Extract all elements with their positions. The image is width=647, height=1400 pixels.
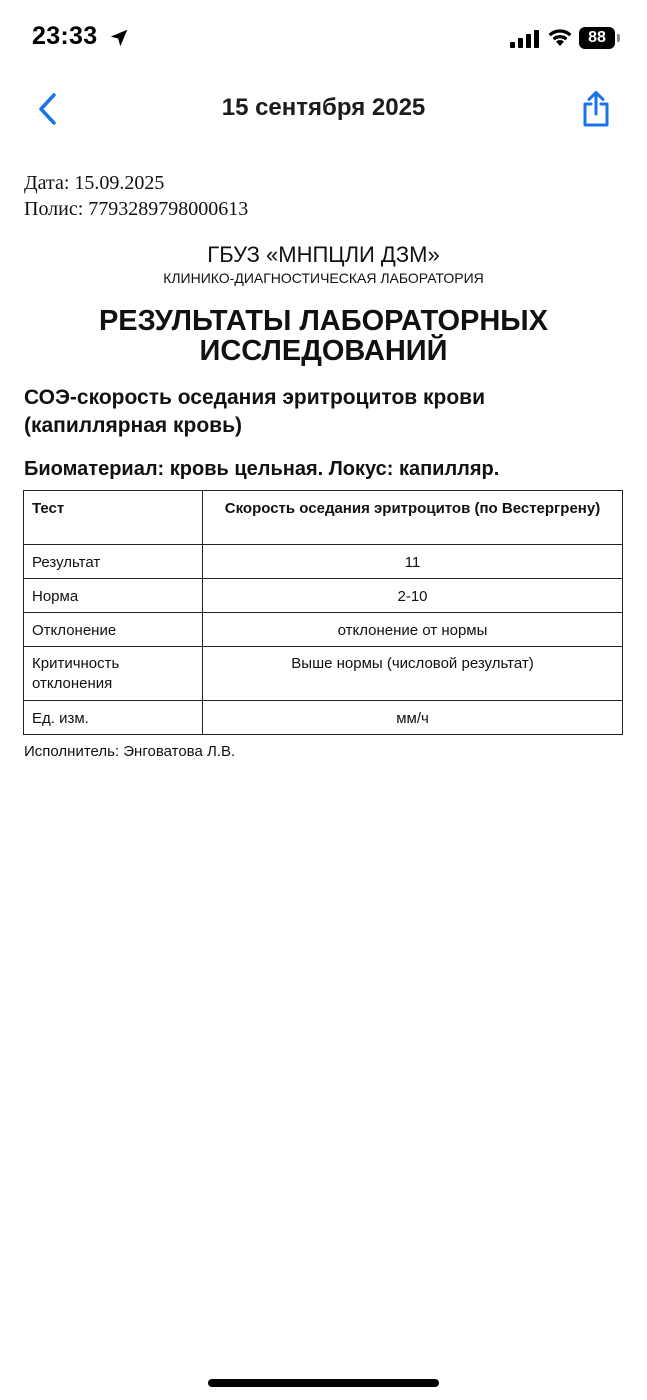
status-bar bbox=[0, 0, 647, 76]
table-row bbox=[24, 701, 623, 735]
document-meta bbox=[24, 170, 248, 222]
document-title-line1: РЕЗУЛЬТАТЫ ЛАБОРАТОРНЫХ bbox=[98, 305, 549, 337]
row-label: Ед. изм. bbox=[24, 701, 203, 735]
organization-name: ГБУЗ «МНПЦЛИ ДЗМ» bbox=[207, 242, 440, 267]
row-label: Норма bbox=[24, 579, 203, 613]
date-line: Дата: 15.09.2025 bbox=[24, 172, 165, 194]
row-value: мм/ч bbox=[203, 701, 623, 735]
row-value: Выше нормы (числовой результат) bbox=[203, 647, 623, 701]
table-row bbox=[24, 613, 623, 647]
cellular-signal-icon bbox=[510, 30, 540, 48]
header-test-label: Тест bbox=[24, 491, 203, 545]
battery-level: 88 bbox=[579, 27, 615, 49]
table-row bbox=[24, 579, 623, 613]
battery-cap bbox=[617, 34, 620, 42]
home-indicator[interactable] bbox=[208, 1379, 439, 1387]
row-label: Отклонение bbox=[24, 613, 203, 647]
row-value: 2-10 bbox=[203, 579, 623, 613]
results-table bbox=[23, 490, 623, 735]
wifi-icon bbox=[547, 27, 573, 47]
document-title bbox=[0, 306, 647, 366]
policy-line: Полис: 7793289798000613 bbox=[24, 198, 249, 220]
row-label: Критичность отклонения bbox=[24, 647, 203, 701]
table-row bbox=[24, 647, 623, 701]
nav-title: 15 сентября 2025 bbox=[221, 94, 426, 121]
row-label: Результат bbox=[24, 545, 203, 579]
laboratory-name: КЛИНИКО-ДИАГНОСТИЧЕСКАЯ ЛАБОРАТОРИЯ bbox=[163, 270, 484, 286]
biomaterial-line: Биоматериал: кровь цельная. Локус: капилляр. bbox=[24, 458, 500, 480]
row-value: 11 bbox=[203, 545, 623, 579]
share-icon[interactable] bbox=[580, 90, 612, 128]
document-title-line2: ИССЛЕДОВАНИЙ bbox=[199, 335, 448, 367]
status-time: 23:33 bbox=[32, 22, 98, 50]
row-value: отклонение от нормы bbox=[203, 613, 623, 647]
executor-line: Исполнитель: Энговатова Л.В. bbox=[24, 743, 236, 760]
table-header-row bbox=[24, 491, 623, 545]
location-arrow-icon bbox=[108, 27, 130, 49]
analysis-name: СОЭ-скорость оседания эритроцитов крови (капиллярная кровь) bbox=[24, 386, 485, 437]
header-test-name: Скорость оседания эритроцитов (по Вестергрену) bbox=[203, 491, 623, 545]
table-row bbox=[24, 545, 623, 579]
battery-icon bbox=[579, 27, 621, 49]
